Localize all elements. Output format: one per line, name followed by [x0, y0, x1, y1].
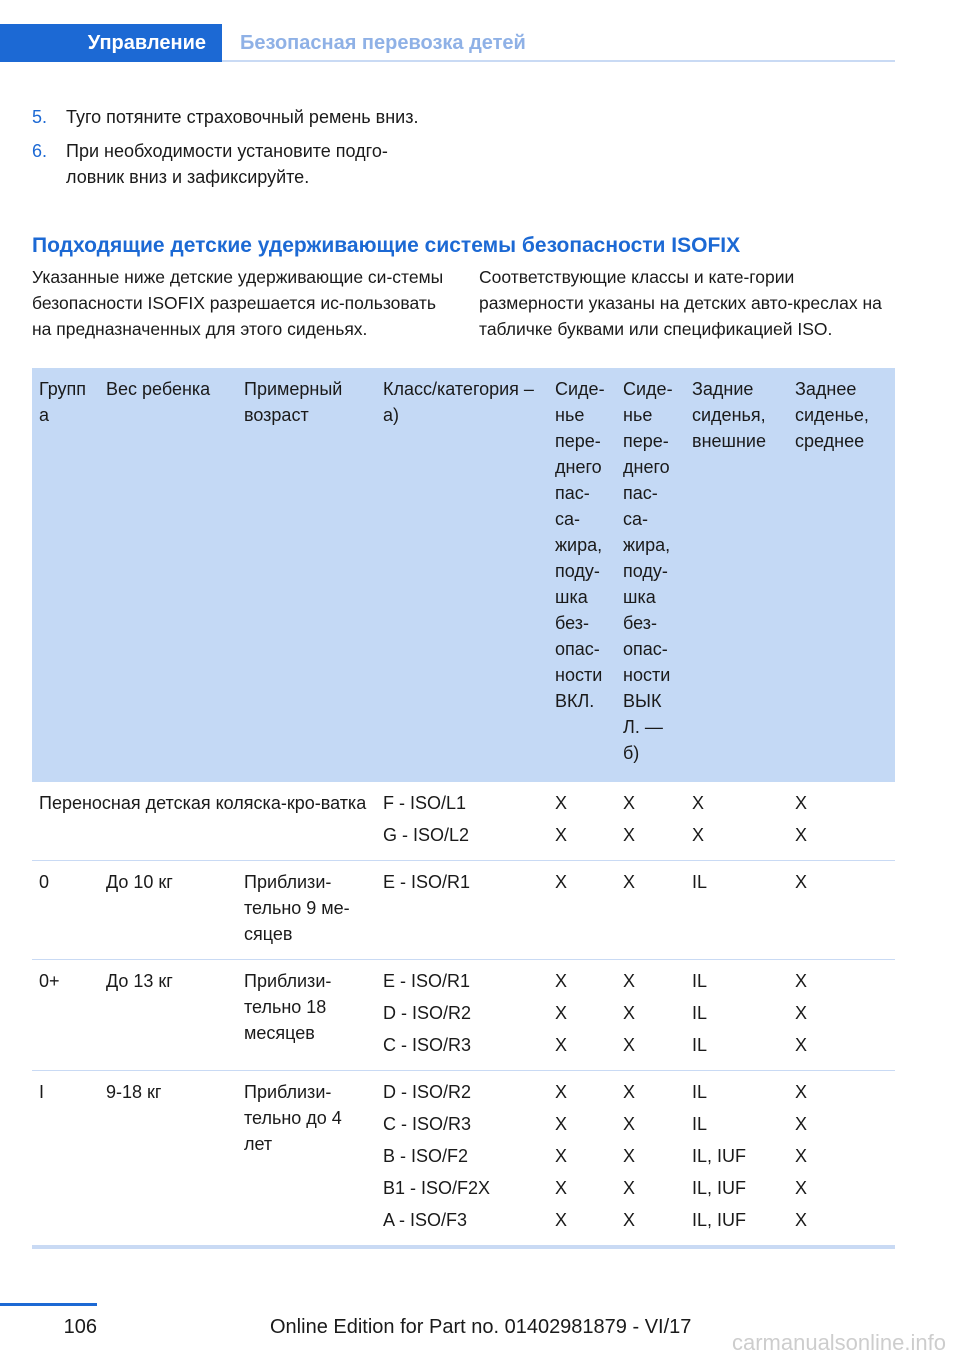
cell-front-on: X X X X X — [548, 1071, 616, 1248]
page-number-rule — [0, 1303, 97, 1306]
cell-weight: До 10 кг — [99, 861, 237, 960]
cell-rear-middle: X X X — [788, 960, 895, 1071]
cell-class: E - ISO/R1 — [376, 861, 548, 960]
list-item — [32, 138, 432, 190]
header-age: Примерный возраст — [237, 368, 376, 782]
cell-carrycot-label: Переносная детская коляска-кро-ватка — [32, 782, 376, 861]
cell-front-off: X X X — [616, 960, 685, 1071]
cell-front-on: X X X — [548, 960, 616, 1071]
cell-class: E - ISO/R1 D - ISO/R2 C - ISO/R3 — [376, 960, 548, 1071]
cell-front-off: X X — [616, 782, 685, 861]
edition-note: Online Edition for Part no. 01402981879 - VI/17 — [270, 1316, 692, 1338]
cell-front-off: X X X X X — [616, 1071, 685, 1248]
step-number: 5. — [32, 107, 48, 127]
header-front-airbag-off: Сиде-нье пере-днего пас-са-жира, поду-шка без-опас-ности ВЫК Л. — б) — [616, 368, 685, 782]
cell-rear-middle: X — [788, 861, 895, 960]
cell-weight: 9-18 кг — [99, 1071, 237, 1248]
header-group: Групп а — [32, 368, 99, 782]
page-header — [0, 24, 895, 62]
section-title: Подходящие детские удерживающие системы безопасности ISOFIX — [32, 234, 741, 257]
cell-rear-outer: IL IL IL, IUF IL, IUF IL, IUF — [685, 1071, 788, 1248]
cell-group: 0 — [32, 861, 99, 960]
header-weight: Вес ребенка — [99, 368, 237, 782]
cell-age: Приблизи-тельно до 4 лет — [237, 1071, 376, 1248]
cell-weight: До 13 кг — [99, 960, 237, 1071]
cell-front-on: X — [548, 861, 616, 960]
cell-rear-outer: IL IL IL — [685, 960, 788, 1071]
cell-group: I — [32, 1071, 99, 1248]
cell-age: Приблизи-тельно 9 ме-сяцев — [237, 861, 376, 960]
table-row — [32, 782, 895, 861]
header-class: Класс/категория – а) — [376, 368, 548, 782]
tab-child-safety[interactable]: Безопасная перевозка детей — [240, 31, 526, 54]
page-number: 106 — [63, 1316, 97, 1338]
cell-class: F - ISO/L1 G - ISO/L2 — [376, 782, 548, 861]
cell-rear-outer: IL — [685, 861, 788, 960]
step-text: Туго потяните страховочный ремень вниз. — [66, 107, 419, 127]
isofix-table — [32, 368, 895, 1249]
cell-rear-middle: X X X X X — [788, 1071, 895, 1248]
cell-class: D - ISO/R2 C - ISO/R3 B - ISO/F2 B1 - ISO/F2X A - ISO/F3 — [376, 1071, 548, 1248]
table-row — [32, 1071, 895, 1248]
table-row — [32, 960, 895, 1071]
cell-rear-outer: X X — [685, 782, 788, 861]
header-divider — [222, 60, 895, 62]
step-number: 6. — [32, 141, 48, 161]
watermark: carmanualsonline.info — [731, 1330, 946, 1355]
cell-front-on: X X — [548, 782, 616, 861]
cell-front-off: X — [616, 861, 685, 960]
intro-paragraph: Указанные ниже детские удерживающие си-стемы безопасности ISOFIX разрешается ис-пользовать на предназначенных для этого сиденьях. Соответствующие классы и кате-гории размерности указаны на детских авто-креслах на табличке буквами или спецификацией ISO. — [32, 267, 882, 339]
header-rear-middle: Заднее сиденье, среднее — [788, 368, 895, 782]
table-row — [32, 861, 895, 960]
tab-controls[interactable]: Управление — [0, 24, 222, 62]
step-text: При необходимости установите подго-ловник вниз и зафиксируйте. — [66, 141, 388, 187]
header-front-airbag-on: Сиде-нье пере-днего пас-са-жира, поду-шка без-опас-ности ВКЛ. — [548, 368, 616, 782]
step-list — [32, 104, 432, 198]
cell-age: Приблизи-тельно 18 месяцев — [237, 960, 376, 1071]
cell-rear-middle: X X — [788, 782, 895, 861]
list-item — [32, 104, 432, 130]
table-header-row — [32, 368, 895, 782]
cell-group: 0+ — [32, 960, 99, 1071]
header-rear-outer: Задние сиденья, внешние — [685, 368, 788, 782]
